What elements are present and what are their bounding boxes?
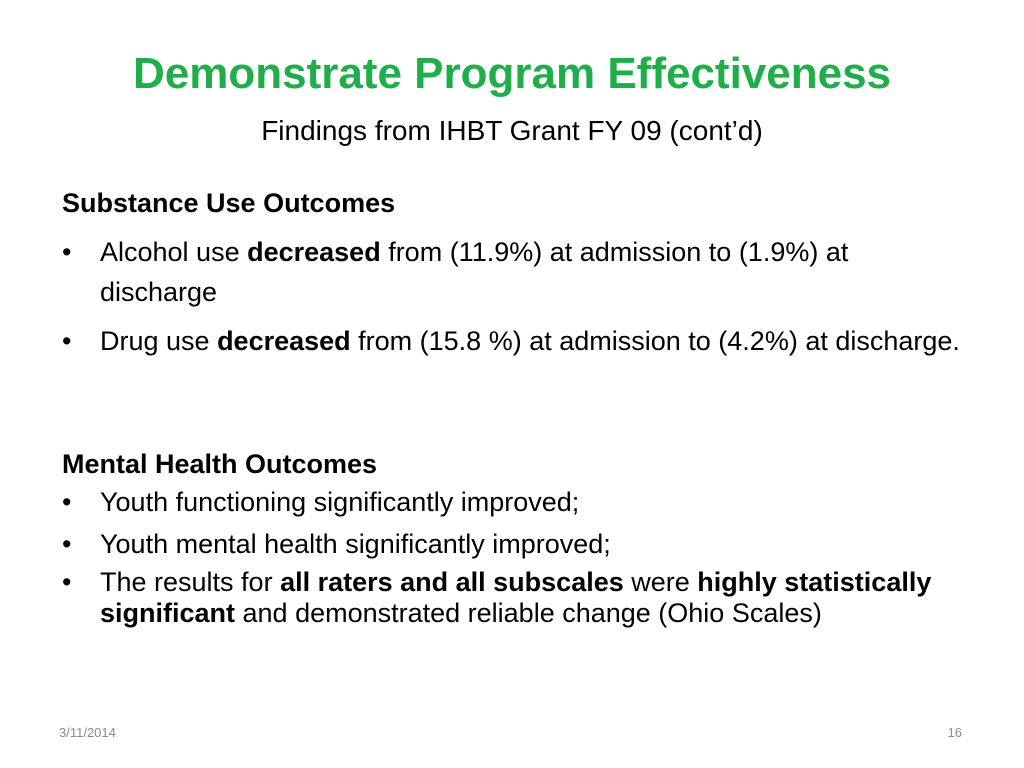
results-bold2: highly statistically significant xyxy=(100,567,932,628)
drug-post: from (15.8 %) at admission to (4.2%) at discharge. xyxy=(350,326,960,356)
bullet-glyph: • xyxy=(62,487,72,517)
bullet-results xyxy=(62,567,962,629)
results-part2: were xyxy=(623,567,698,597)
bullet-mental-health-text: Youth mental health significantly improved; xyxy=(100,529,611,559)
bullet-glyph: • xyxy=(62,567,72,597)
bullet-results-text xyxy=(100,567,962,629)
results-part1: The results for xyxy=(100,567,281,597)
slide-title: Demonstrate Program Effectiveness xyxy=(132,49,892,98)
bullet-functioning xyxy=(62,482,962,522)
drug-pre: Drug use xyxy=(100,326,218,356)
alcohol-pre: Alcohol use xyxy=(100,237,248,267)
slide-subtitle: Findings from IHBT Grant FY 09 (cont’d) xyxy=(261,115,763,146)
bullet-alcohol-text xyxy=(100,232,962,312)
bullet-glyph: • xyxy=(62,326,72,356)
bullet-glyph: • xyxy=(62,237,72,267)
footer-date: 3/11/2014 xyxy=(59,725,116,740)
results-part3: and demonstrated reliable change (Ohio Scales) xyxy=(235,598,822,628)
bullet-mental-health xyxy=(62,524,962,564)
bullet-alcohol xyxy=(62,232,962,312)
bullet-drug-text xyxy=(100,321,962,361)
bullet-drug xyxy=(62,321,962,361)
results-bold1: all raters and all subscales xyxy=(280,567,624,597)
drug-bold: decreased xyxy=(217,326,351,356)
bullet-glyph: • xyxy=(62,529,72,559)
footer-page-number: 16 xyxy=(947,725,962,740)
substance-use-heading: Substance Use Outcomes xyxy=(62,188,396,218)
mental-health-heading: Mental Health Outcomes xyxy=(62,449,378,479)
alcohol-post: from (11.9%) at admission to (1.9%) at discharge xyxy=(100,237,849,307)
alcohol-bold: decreased xyxy=(247,237,381,267)
bullet-functioning-text: Youth functioning significantly improved; xyxy=(100,487,580,517)
